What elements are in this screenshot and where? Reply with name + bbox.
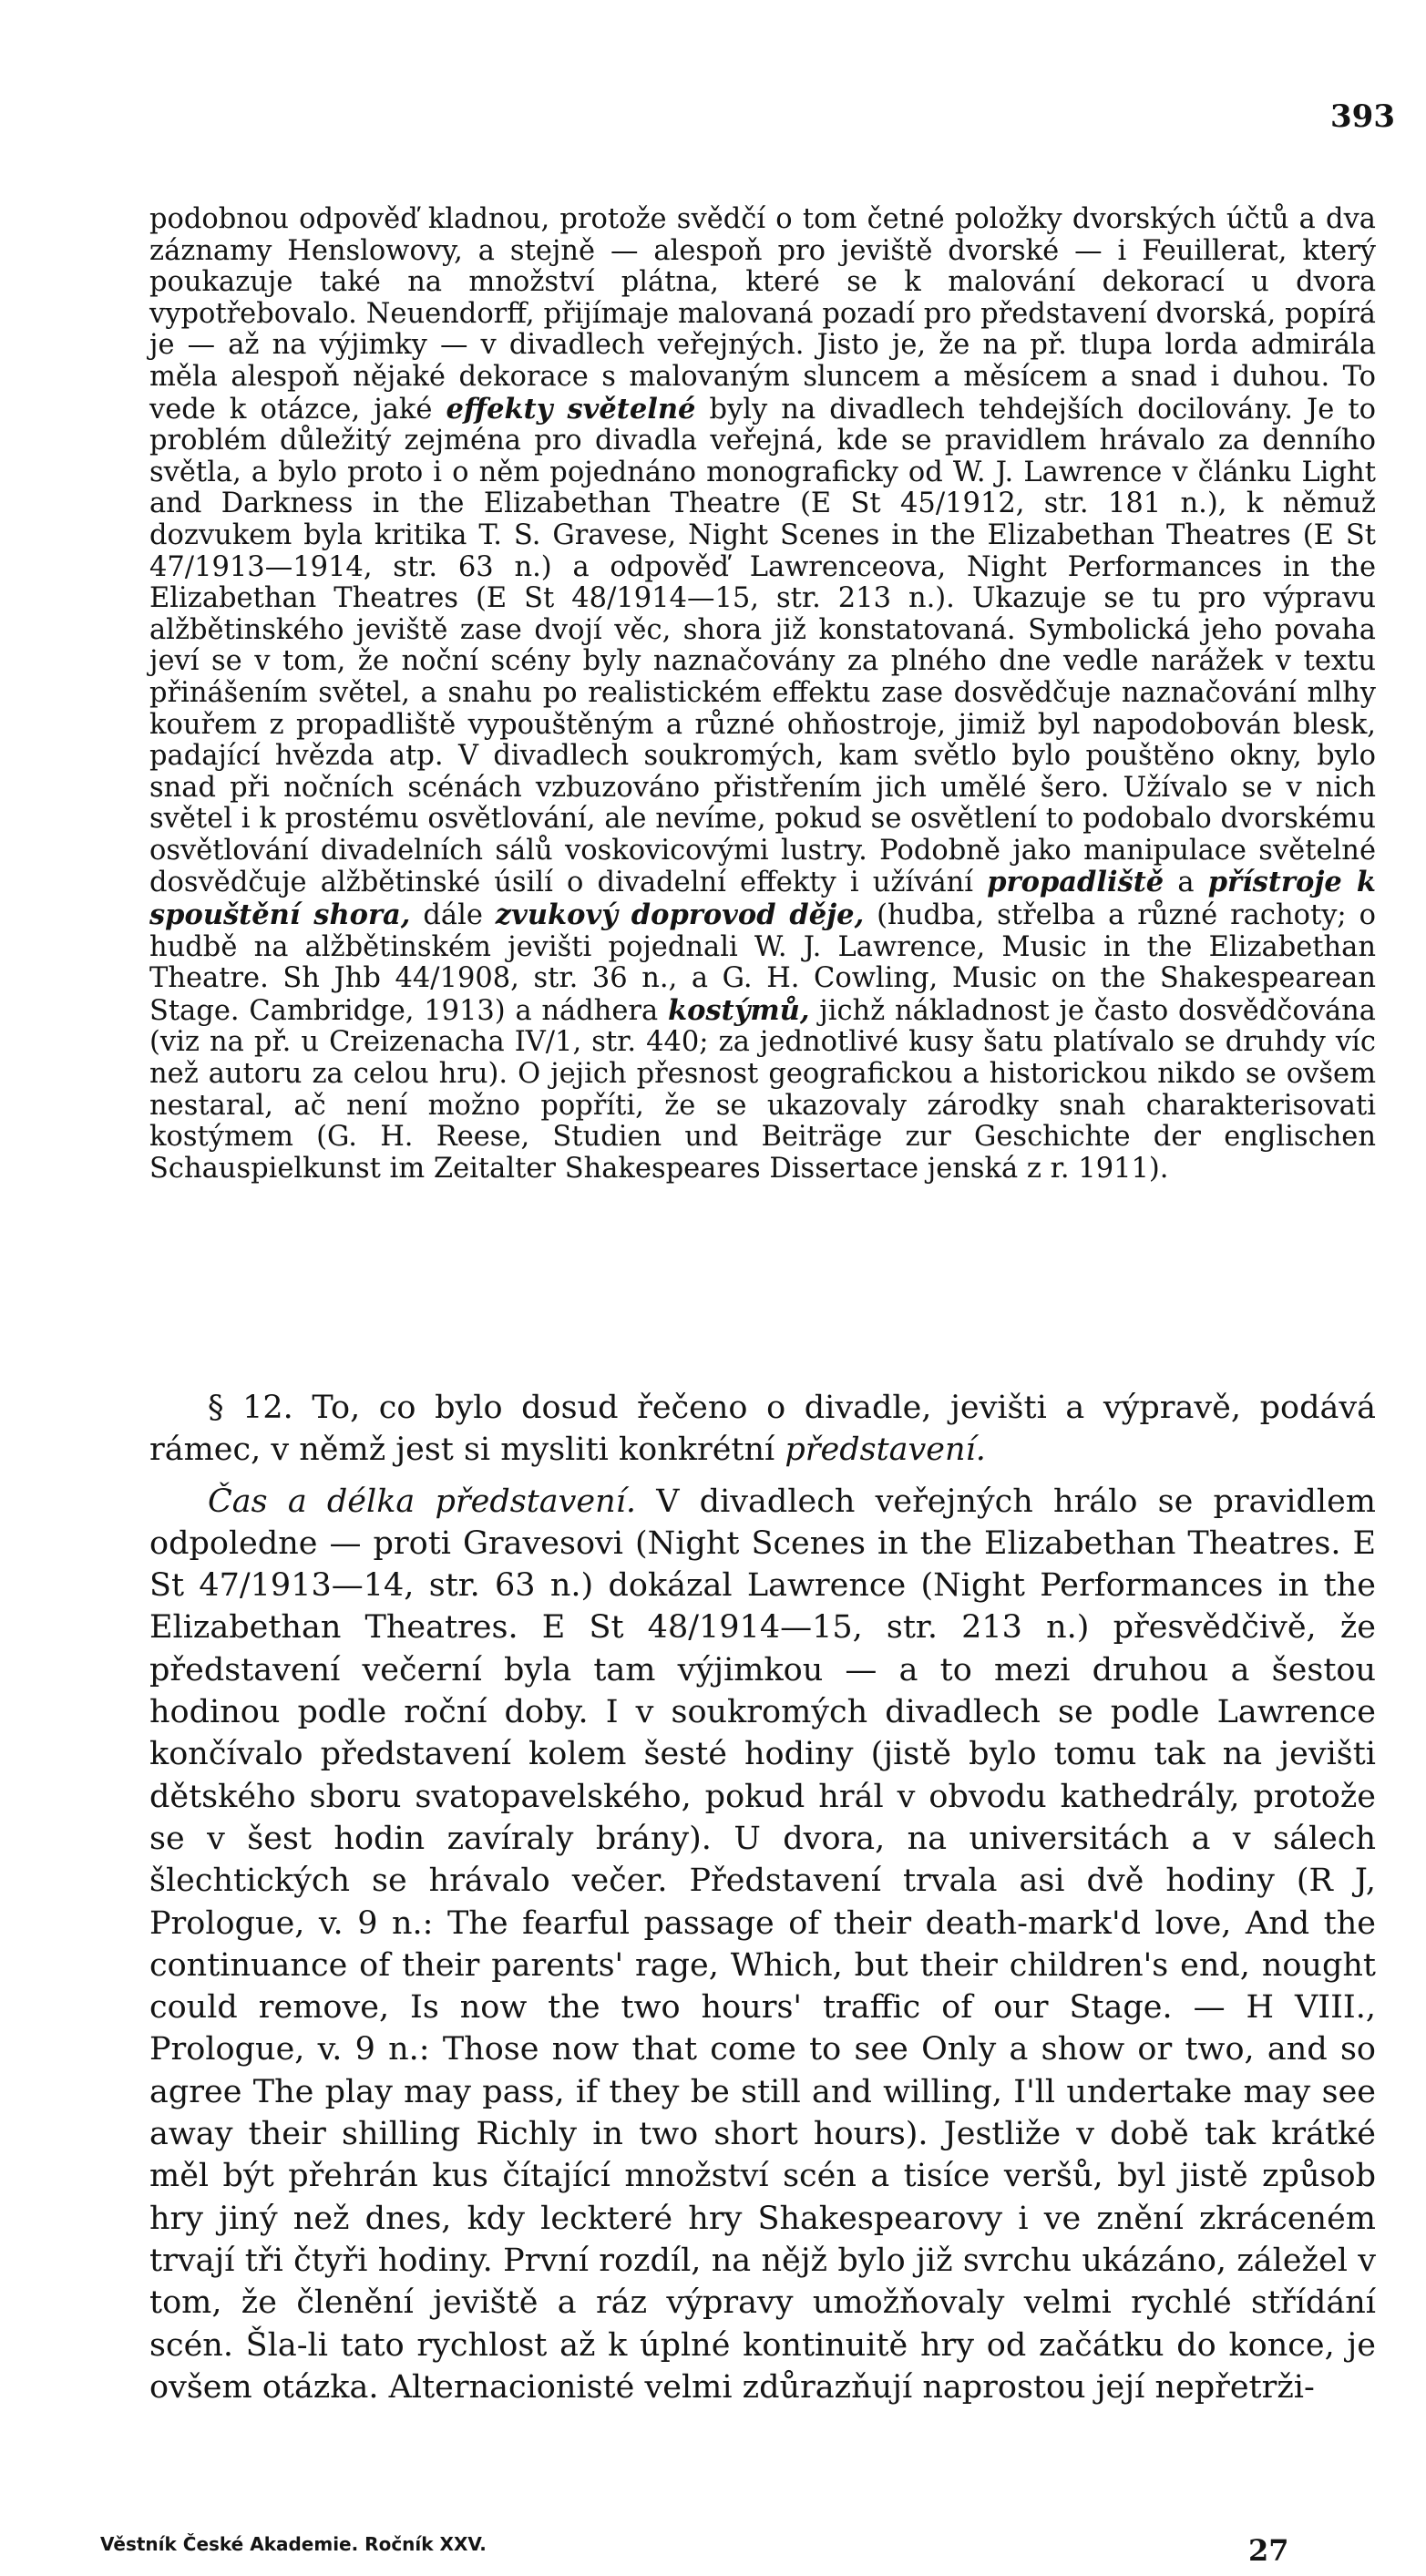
emphasis-sound-accompaniment: zvukový doprovod děje,: [495, 898, 865, 932]
emphasis-costumes: kostýmů,: [667, 993, 810, 1027]
page-number: 393: [1330, 98, 1395, 135]
time-and-length-paragraph: Čas a délka představení. V divadlech veřejných hrálo se pravidlem odpoledne — proti Gravesovi (Night Scenes in the Elizabethan Theatres. E St 47/1913—14, str. 63 n.) dokázal Lawrence (Night Performances in the Elizabethan Theatres. E St 48/1914—15, str. 213 n.) přesvědčivě, že představení večerní byla tam výjimkou — a to mezi druhou a šestou hodinou podle roční doby. I v soukromých divadlech se podle Lawrence končívalo představení kolem šesté hodiny (jistě bylo tomu tak na jevišti dětského sboru svatopavelského, pokud hrál v obvodu kathedrály, protože se v šest hodin zavíraly brány). U dvora, na universitách a v sálech šlechtických se hrávalo večer. Představení trvala asi dvě hodiny (R J, Prologue, v. 9 n.: The fearful passage of their death-mark'd love, And the continuance of their parents' rage, Which, but their children's end, nought could remove, Is now the two hours' traffic of our Stage. — H VIII., Prologue, v. 9 n.: Those now that come to see Only a show or two, and so agree The play may pass, if they be still and willing, I'll undertake may see away their shilling Richly in two short hours). Jestliže v době tak krátké měl být přehrán kus čítající množství scén a tisíce veršů, byl jistě způsob hry jiný než dnes, kdy leckteré hry Shakespearovy i ve znění zkráceném trvají tři čtyři hodiny. První rozdíl, na nějž bylo již svrchu ukázáno, záležel v tom, že členění jeviště a ráz výpravy umožňovaly velmi rychlé střídání scén. Šla-li tato rychlost až k úplné kontinuitě hry od začátku do konce, je ovšem otázka. Alternacionisté velmi zdůrazňují naprostou její nepřetrži-: [149, 1483, 1376, 2406]
footer-journal: Věstník České Akademie. Ročník XXV.: [100, 2533, 487, 2555]
emphasis-performance: představení.: [785, 1432, 986, 1469]
main-text: [149, 1387, 1376, 2408]
footer-signature: 27: [1248, 2533, 1289, 2568]
emphasis-trapdoor: propadliště: [987, 866, 1164, 899]
emphasis-light-effects: effekty světelné: [446, 392, 696, 426]
section-12-paragraph: § 12. To, co bylo dosud řečeno o divadle, jevišti a výpravě, podává rámec, v němž jest si mysliti konkrétní představení.: [149, 1390, 1376, 1469]
paragraph-heading: Čas a délka představení.: [208, 1483, 636, 1520]
small-print-paragraph: [149, 204, 1376, 1185]
small-print-text: podobnou odpověď kladnou, protože svědčí o tom četné položky dvorských účtů a dva záznamy Henslowovy, a stejně — alespoň pro jeviště dvorské — i Feuillerat, který poukazuje také na množství plátna, které se k malování dekorací u dvora vypotřebovalo. Neuendorff, přijímaje malovaná pozadí pro představení dvorská, popírá je — až na výjimky — v divadlech veřejných. Jisto je, že na př. tlupa lorda admirála měla alespoň nějaké dekorace s malovaným sluncem a měsícem a snad i duhou. To vede k otázce, jaké effekty světelné byly na divadlech tehdejších docilovány. Je to problém důležitý zejména pro divadla veřejná, kde se pravidlem hrávalo za denního světla, a bylo proto i o něm pojednáno monograficky od W. J. Lawrence v článku Light and Darkness in the Elizabethan Theatre (E St 45/1912, str. 181 n.), k němuž dozvukem byla kritika T. S. Gravese, Night Scenes in the Elizabethan Theatres (E St 47/1913—1914, str. 63 n.) a odpověď Lawrenceova, Night Performances in the Elizabethan Theatres (E St 48/1914—15, str. 213 n.). Ukazuje se tu pro výpravu alžbětinského jeviště zase dvojí věc, shora již konstatovaná. Symbolická jeho povaha jeví se v tom, že noční scény byly naznačovány za plného dne vedle narážek v textu přinášením světel, a snahu po realistickém effektu zase dosvědčuje naznačování mlhy kouřem z propadliště vypouštěným a různé ohňostroje, jimiž byl napodobován blesk, padající hvězda atp. V divadlech soukromých, kam světlo bylo pouštěno okny, bylo snad při nočních scénách vzbuzováno přistřením jich umělé šero. Užívalo se v nich světel i k prostému osvětlování, ale nevíme, pokud se osvětlení to podobalo dvorskému osvětlování divadelních sálů voskovicovými lustry. Podobně jako manipulace světelné dosvědčuje alžbětinské úsilí o divadelní effekty i užívání propadliště a přístroje k spouštění shora, dále zvukový doprovod děje, (hudba, střelba a různé rachoty; o hudbě na alžbětinském jevišti pojednali W. J. Lawrence, Music in the Elizabethan Theatre. Sh Jhb 44/1908, str. 36 n., a G. H. Cowling, Music on the Shakespearean Stage. Cambridge, 1913) a nádhera kostýmů, jichž nákladnost je často dosvědčována (viz na př. u Creizenacha IV/1, str. 440; za jednotlivé kusy šatu platívalo se druhdy víc než autoru za celou hru). O jejich přesnost geografickou a historickou nikdo se ovšem nestaral, ač není možno popříti, že se ukazovaly zárodky snah charakterisovati kostýmem (G. H. Reese, Studien und Beiträge zur Geschichte der englischen Schauspielkunst im Zeitalter Shakespeares Dissertace jenská z r. 1911).: [149, 203, 1376, 1185]
emphasis-lowering-devices: přístroje k spouštění shora,: [149, 866, 1376, 932]
